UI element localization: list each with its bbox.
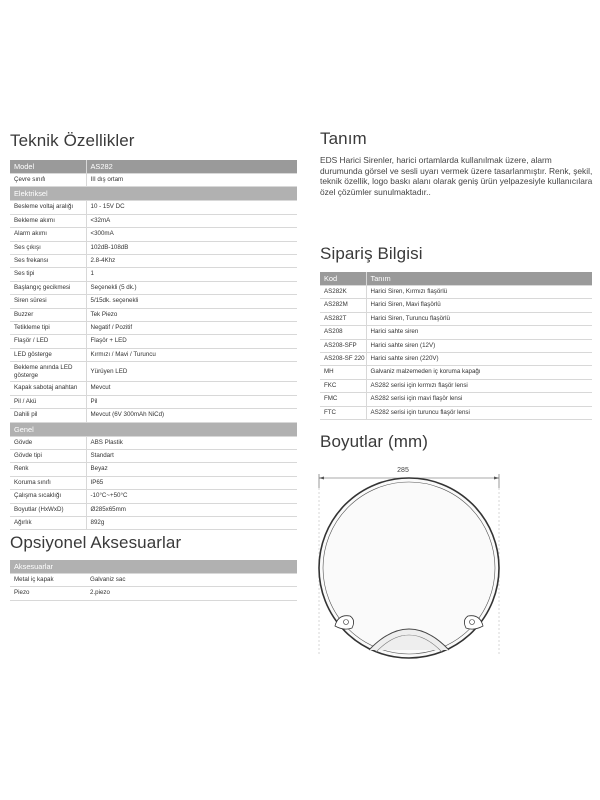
section-row-elektriksel bbox=[10, 187, 297, 201]
table-row bbox=[10, 503, 297, 516]
table-row bbox=[10, 574, 297, 587]
spec-value: Yürüyen LED bbox=[86, 362, 297, 382]
table-row bbox=[10, 463, 297, 476]
order-code: AS282T bbox=[320, 312, 366, 325]
order-code: FKC bbox=[320, 379, 366, 392]
order-header-row bbox=[320, 272, 592, 286]
spec-value: Seçenekli (5 dk.) bbox=[86, 281, 297, 294]
table-row bbox=[10, 255, 297, 268]
spec-label: Tetikleme tipi bbox=[10, 322, 86, 335]
spec-value: Ø285x65mm bbox=[86, 503, 297, 516]
description-title: Tanım bbox=[320, 129, 367, 148]
section-row-aksesuarlar bbox=[10, 560, 297, 574]
order-code: AS282M bbox=[320, 299, 366, 312]
table-row bbox=[10, 449, 297, 462]
spec-value: -10°C~+50°C bbox=[86, 490, 297, 503]
order-header-code: Kod bbox=[320, 272, 366, 286]
spec-value: Mevcut (6V 300mAh NiCd) bbox=[86, 409, 297, 422]
order-desc: Galvaniz malzemeden iç koruma kapağı bbox=[366, 366, 592, 379]
table-row bbox=[10, 308, 297, 321]
spec-label: Besleme voltaj aralığı bbox=[10, 201, 86, 214]
order-code: AS208 bbox=[320, 326, 366, 339]
spec-value: <300mA bbox=[86, 228, 297, 241]
table-row bbox=[10, 228, 297, 241]
spec-label: Çalışma sıcaklığı bbox=[10, 490, 86, 503]
section-label: Aksesuarlar bbox=[10, 560, 297, 574]
spec-label: Ağırlık bbox=[10, 516, 86, 529]
table-row bbox=[10, 295, 297, 308]
order-desc: AS282 serisi için mavi flaşör lensi bbox=[366, 393, 592, 406]
table-row bbox=[10, 516, 297, 529]
order-desc: Harici sahte siren bbox=[366, 326, 592, 339]
dimension-width-label: 285 bbox=[397, 467, 409, 474]
table-row bbox=[320, 326, 592, 339]
table-row bbox=[10, 201, 297, 214]
spec-label: Gövde bbox=[10, 436, 86, 449]
spec-value: Tek Piezo bbox=[86, 308, 297, 321]
order-desc: Harici sahte siren (12V) bbox=[366, 339, 592, 352]
order-code: AS208-SF 220 bbox=[320, 353, 366, 366]
table-row bbox=[320, 406, 592, 419]
spec-label: Renk bbox=[10, 463, 86, 476]
table-row bbox=[10, 476, 297, 489]
spec-label: Boyutlar (HxWxD) bbox=[10, 503, 86, 516]
siren-front-drawing bbox=[312, 458, 512, 668]
order-code: AS282K bbox=[320, 286, 366, 299]
spec-label: Koruma sınıfı bbox=[10, 476, 86, 489]
table-row bbox=[320, 393, 592, 406]
accessories-title: Opsiyonel Aksesuarlar bbox=[10, 533, 182, 552]
order-title: Sipariş Bilgisi bbox=[320, 244, 423, 263]
spec-value: Standart bbox=[86, 449, 297, 462]
spec-value: 102dB-108dB bbox=[86, 241, 297, 254]
section-label: Genel bbox=[10, 422, 297, 436]
order-code: AS208-SFP bbox=[320, 339, 366, 352]
table-row bbox=[10, 281, 297, 294]
spec-label: Başlangıç gecikmesi bbox=[10, 281, 86, 294]
dimension-arrow-left bbox=[319, 477, 324, 480]
spec-value: IP65 bbox=[86, 476, 297, 489]
spec-label: Bekleme akımı bbox=[10, 214, 86, 227]
order-desc: Harici Siren, Kırmızı flaşörlü bbox=[366, 286, 592, 299]
table-row bbox=[10, 362, 297, 382]
table-row bbox=[320, 379, 592, 392]
spec-value: ABS Plastik bbox=[86, 436, 297, 449]
order-desc: Harici sahte siren (220V) bbox=[366, 353, 592, 366]
table-row bbox=[10, 409, 297, 422]
spec-label: Çevre sınıfı bbox=[10, 174, 86, 187]
order-code: MH bbox=[320, 366, 366, 379]
spec-value: 1 bbox=[86, 268, 297, 281]
table-row bbox=[10, 395, 297, 408]
spec-label: Alarm akımı bbox=[10, 228, 86, 241]
order-desc: AS282 serisi için turuncu flaşör lensi bbox=[366, 406, 592, 419]
table-row bbox=[10, 382, 297, 395]
spec-value: Kırmızı / Mavi / Turuncu bbox=[86, 348, 297, 361]
specs-header-label: Model bbox=[10, 160, 86, 174]
order-header-desc: Tanım bbox=[366, 272, 592, 286]
order-desc: Harici Siren, Mavi flaşörlü bbox=[366, 299, 592, 312]
table-row bbox=[10, 335, 297, 348]
section-row-genel bbox=[10, 422, 297, 436]
spec-value: III dış ortam bbox=[86, 174, 297, 187]
table-row bbox=[320, 353, 592, 366]
dimensions-title: Boyutlar (mm) bbox=[320, 432, 429, 451]
section-label: Elektriksel bbox=[10, 187, 297, 201]
description-text: EDS Harici Sirenler, harici ortamlarda kullanılmak üzere, alarm durumunda görsel ve sesli uyarı vermek üzere tasarlanmıştır. Renk, şekil, teknik özellik, logo baskı alanı olarak geniş ürün yelpazesiyle kullanıcılara özel çözümler sunulmaktadır.. bbox=[320, 155, 593, 197]
spec-value: Negatif / Pozitif bbox=[86, 322, 297, 335]
table-row bbox=[320, 286, 592, 299]
spec-value: 2.8-4Khz bbox=[86, 255, 297, 268]
accessory-value: 2.piezo bbox=[86, 587, 297, 600]
order-desc: AS282 serisi için kırmızı flaşör lensi bbox=[366, 379, 592, 392]
spec-label: LED gösterge bbox=[10, 348, 86, 361]
accessory-label: Metal iç kapak bbox=[10, 574, 86, 587]
table-row bbox=[320, 366, 592, 379]
specs-header-value: AS282 bbox=[86, 160, 297, 174]
specs-header-row bbox=[10, 160, 297, 174]
table-row bbox=[10, 322, 297, 335]
order-code: FTC bbox=[320, 406, 366, 419]
table-row bbox=[320, 312, 592, 325]
spec-value: Pil bbox=[86, 395, 297, 408]
spec-value: Flaşör + LED bbox=[86, 335, 297, 348]
spec-value: 892g bbox=[86, 516, 297, 529]
spec-label: Kapak sabotaj anahtarı bbox=[10, 382, 86, 395]
table-row bbox=[10, 174, 297, 187]
spec-label: Flaşör / LED bbox=[10, 335, 86, 348]
table-row bbox=[10, 436, 297, 449]
order-desc: Harici Siren, Turuncu flaşörlü bbox=[366, 312, 592, 325]
table-row bbox=[10, 348, 297, 361]
table-row bbox=[10, 490, 297, 503]
specs-table bbox=[10, 160, 297, 530]
specs-title: Teknik Özellikler bbox=[10, 131, 135, 150]
accessories-table bbox=[10, 560, 297, 601]
table-row bbox=[10, 268, 297, 281]
spec-value: <32mA bbox=[86, 214, 297, 227]
spec-label: Pil / Akü bbox=[10, 395, 86, 408]
dimension-arrow-right bbox=[494, 477, 499, 480]
spec-label: Ses tipi bbox=[10, 268, 86, 281]
spec-label: Bekleme anında LED gösterge bbox=[10, 362, 86, 382]
table-row bbox=[10, 241, 297, 254]
spec-label: Gövde tipi bbox=[10, 449, 86, 462]
accessory-label: Piezo bbox=[10, 587, 86, 600]
accessory-value: Galvaniz sac bbox=[86, 574, 297, 587]
spec-value: 10 - 15V DC bbox=[86, 201, 297, 214]
spec-value: Beyaz bbox=[86, 463, 297, 476]
spec-value: Mevcut bbox=[86, 382, 297, 395]
spec-label: Siren süresi bbox=[10, 295, 86, 308]
table-row bbox=[10, 587, 297, 600]
order-table bbox=[320, 272, 592, 420]
spec-label: Ses çıkışı bbox=[10, 241, 86, 254]
spec-value: 5/15dk. seçenekli bbox=[86, 295, 297, 308]
order-code: FMC bbox=[320, 393, 366, 406]
table-row bbox=[320, 299, 592, 312]
spec-label: Buzzer bbox=[10, 308, 86, 321]
table-row bbox=[320, 339, 592, 352]
spec-label: Dahili pil bbox=[10, 409, 86, 422]
table-row bbox=[10, 214, 297, 227]
spec-label: Ses frekansı bbox=[10, 255, 86, 268]
